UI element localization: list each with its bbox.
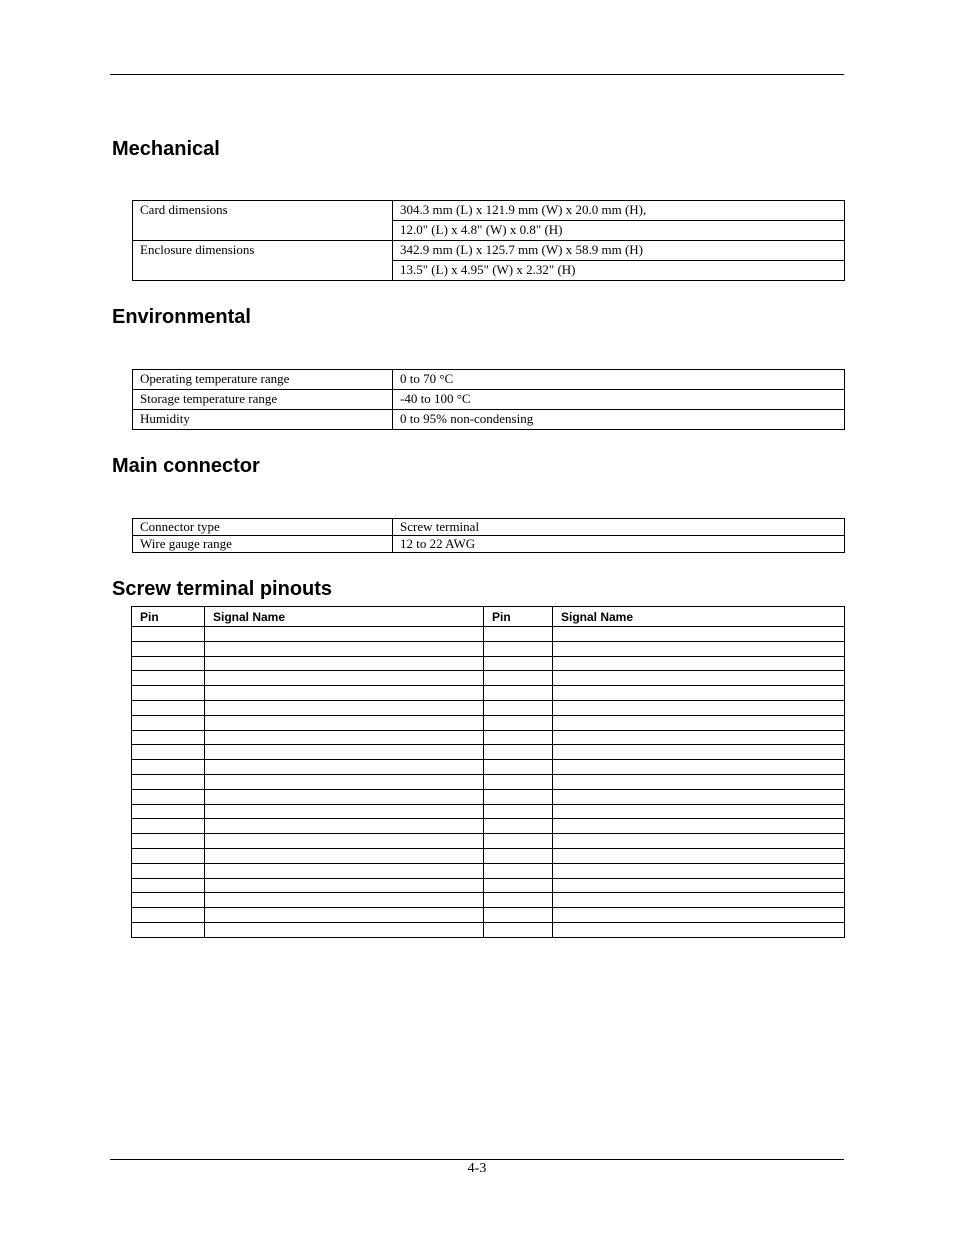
spec-value: 12.0" (L) x 4.8" (W) x 0.8" (H) <box>393 221 845 241</box>
table-cell <box>484 730 553 745</box>
table-cell <box>132 656 205 671</box>
column-header-signal-name: Signal Name <box>553 607 845 627</box>
table-cell <box>484 671 553 686</box>
table-cell <box>553 715 845 730</box>
table-cell <box>553 686 845 701</box>
table-row <box>132 922 845 937</box>
spec-value: 304.3 mm (L) x 121.9 mm (W) x 20.0 mm (H), <box>393 201 845 221</box>
pinout-header-row <box>132 607 845 627</box>
table-cell <box>553 700 845 715</box>
table-cell <box>484 804 553 819</box>
table-row <box>132 848 845 863</box>
table-cell <box>484 908 553 923</box>
table-row <box>132 908 845 923</box>
table-row <box>132 819 845 834</box>
table-cell <box>553 671 845 686</box>
table-row <box>132 641 845 656</box>
heading-environmental: Environmental <box>112 306 251 328</box>
table-cell <box>205 627 484 642</box>
table-cell <box>484 627 553 642</box>
table-row <box>132 715 845 730</box>
table-cell <box>132 922 205 937</box>
table-cell <box>553 627 845 642</box>
table-row <box>132 804 845 819</box>
table-row <box>132 627 845 642</box>
table-cell <box>205 641 484 656</box>
table-cell <box>205 715 484 730</box>
main-connector-table <box>132 518 845 553</box>
pinout-body <box>132 627 845 938</box>
table-cell <box>484 819 553 834</box>
table-cell <box>132 627 205 642</box>
table-cell <box>205 908 484 923</box>
mechanical-table <box>132 200 845 281</box>
spec-value: 13.5" (L) x 4.95" (W) x 2.32" (H) <box>393 261 845 281</box>
table-cell <box>132 878 205 893</box>
column-header-pin: Pin <box>132 607 205 627</box>
table-row <box>133 410 845 430</box>
table-cell <box>205 804 484 819</box>
table-row <box>132 745 845 760</box>
table-cell <box>205 774 484 789</box>
table-row <box>132 671 845 686</box>
table-cell <box>484 745 553 760</box>
table-cell <box>205 700 484 715</box>
spec-value: -40 to 100 °C <box>393 390 845 410</box>
table-cell <box>132 700 205 715</box>
table-cell <box>205 863 484 878</box>
table-cell <box>484 878 553 893</box>
table-cell <box>484 893 553 908</box>
table-cell <box>132 893 205 908</box>
table-cell <box>553 848 845 863</box>
table-cell <box>132 908 205 923</box>
table-cell <box>205 893 484 908</box>
spec-value: Screw terminal <box>393 519 845 536</box>
table-row <box>132 834 845 849</box>
table-row <box>133 201 845 221</box>
spec-label: Humidity <box>133 410 393 430</box>
table-cell <box>484 686 553 701</box>
table-row <box>132 863 845 878</box>
table-cell <box>553 908 845 923</box>
spec-label: Connector type <box>133 519 393 536</box>
environmental-table <box>132 369 845 430</box>
table-cell <box>553 893 845 908</box>
table-cell <box>132 730 205 745</box>
spec-label: Enclosure dimensions <box>133 241 393 281</box>
table-cell <box>553 863 845 878</box>
table-row <box>132 656 845 671</box>
table-cell <box>132 863 205 878</box>
table-cell <box>484 760 553 775</box>
table-cell <box>205 671 484 686</box>
table-cell <box>484 922 553 937</box>
table-cell <box>553 745 845 760</box>
table-row <box>133 390 845 410</box>
heading-mechanical: Mechanical <box>112 138 220 160</box>
table-row <box>132 774 845 789</box>
table-cell <box>132 819 205 834</box>
table-row <box>133 536 845 553</box>
table-cell <box>205 789 484 804</box>
table-cell <box>205 848 484 863</box>
table-cell <box>132 848 205 863</box>
spec-label: Operating temperature range <box>133 370 393 390</box>
table-row <box>132 789 845 804</box>
table-cell <box>484 715 553 730</box>
table-cell <box>205 686 484 701</box>
table-cell <box>553 834 845 849</box>
table-cell <box>553 641 845 656</box>
table-cell <box>553 656 845 671</box>
table-row <box>132 730 845 745</box>
table-row <box>132 893 845 908</box>
table-cell <box>484 656 553 671</box>
table-cell <box>132 671 205 686</box>
table-cell <box>205 656 484 671</box>
table-cell <box>132 641 205 656</box>
column-header-signal-name: Signal Name <box>205 607 484 627</box>
table-cell <box>484 641 553 656</box>
table-cell <box>132 789 205 804</box>
table-row <box>133 241 845 261</box>
table-cell <box>553 804 845 819</box>
spec-value: 12 to 22 AWG <box>393 536 845 553</box>
table-cell <box>484 848 553 863</box>
table-cell <box>132 804 205 819</box>
table-cell <box>553 789 845 804</box>
table-cell <box>553 730 845 745</box>
heading-main-connector: Main connector <box>112 455 260 477</box>
page-number: 4-3 <box>467 1161 487 1176</box>
table-row <box>133 370 845 390</box>
table-row <box>133 519 845 536</box>
heading-pinouts: Screw terminal pinouts <box>112 578 333 600</box>
table-row <box>132 700 845 715</box>
pinout-table <box>131 606 845 938</box>
column-header-pin: Pin <box>484 607 553 627</box>
table-cell <box>205 834 484 849</box>
table-row <box>132 878 845 893</box>
spec-value: 0 to 95% non-condensing <box>393 410 845 430</box>
table-cell <box>205 760 484 775</box>
table-cell <box>132 745 205 760</box>
table-cell <box>484 700 553 715</box>
table-cell <box>132 774 205 789</box>
table-cell <box>132 760 205 775</box>
spec-value: 0 to 70 °C <box>393 370 845 390</box>
spec-label: Storage temperature range <box>133 390 393 410</box>
table-cell <box>132 686 205 701</box>
table-cell <box>205 819 484 834</box>
table-cell <box>553 878 845 893</box>
table-row <box>132 760 845 775</box>
table-cell <box>205 730 484 745</box>
header-rule <box>110 74 844 75</box>
table-cell <box>205 922 484 937</box>
table-cell <box>132 834 205 849</box>
spec-label: Wire gauge range <box>133 536 393 553</box>
table-cell <box>553 774 845 789</box>
spec-label: Card dimensions <box>133 201 393 241</box>
table-cell <box>132 715 205 730</box>
table-cell <box>484 834 553 849</box>
table-cell <box>484 789 553 804</box>
table-row <box>132 686 845 701</box>
table-cell <box>484 774 553 789</box>
table-cell <box>553 819 845 834</box>
table-cell <box>484 863 553 878</box>
table-cell <box>205 878 484 893</box>
table-cell <box>553 922 845 937</box>
table-cell <box>553 760 845 775</box>
spec-value: 342.9 mm (L) x 125.7 mm (W) x 58.9 mm (H) <box>393 241 845 261</box>
table-cell <box>205 745 484 760</box>
